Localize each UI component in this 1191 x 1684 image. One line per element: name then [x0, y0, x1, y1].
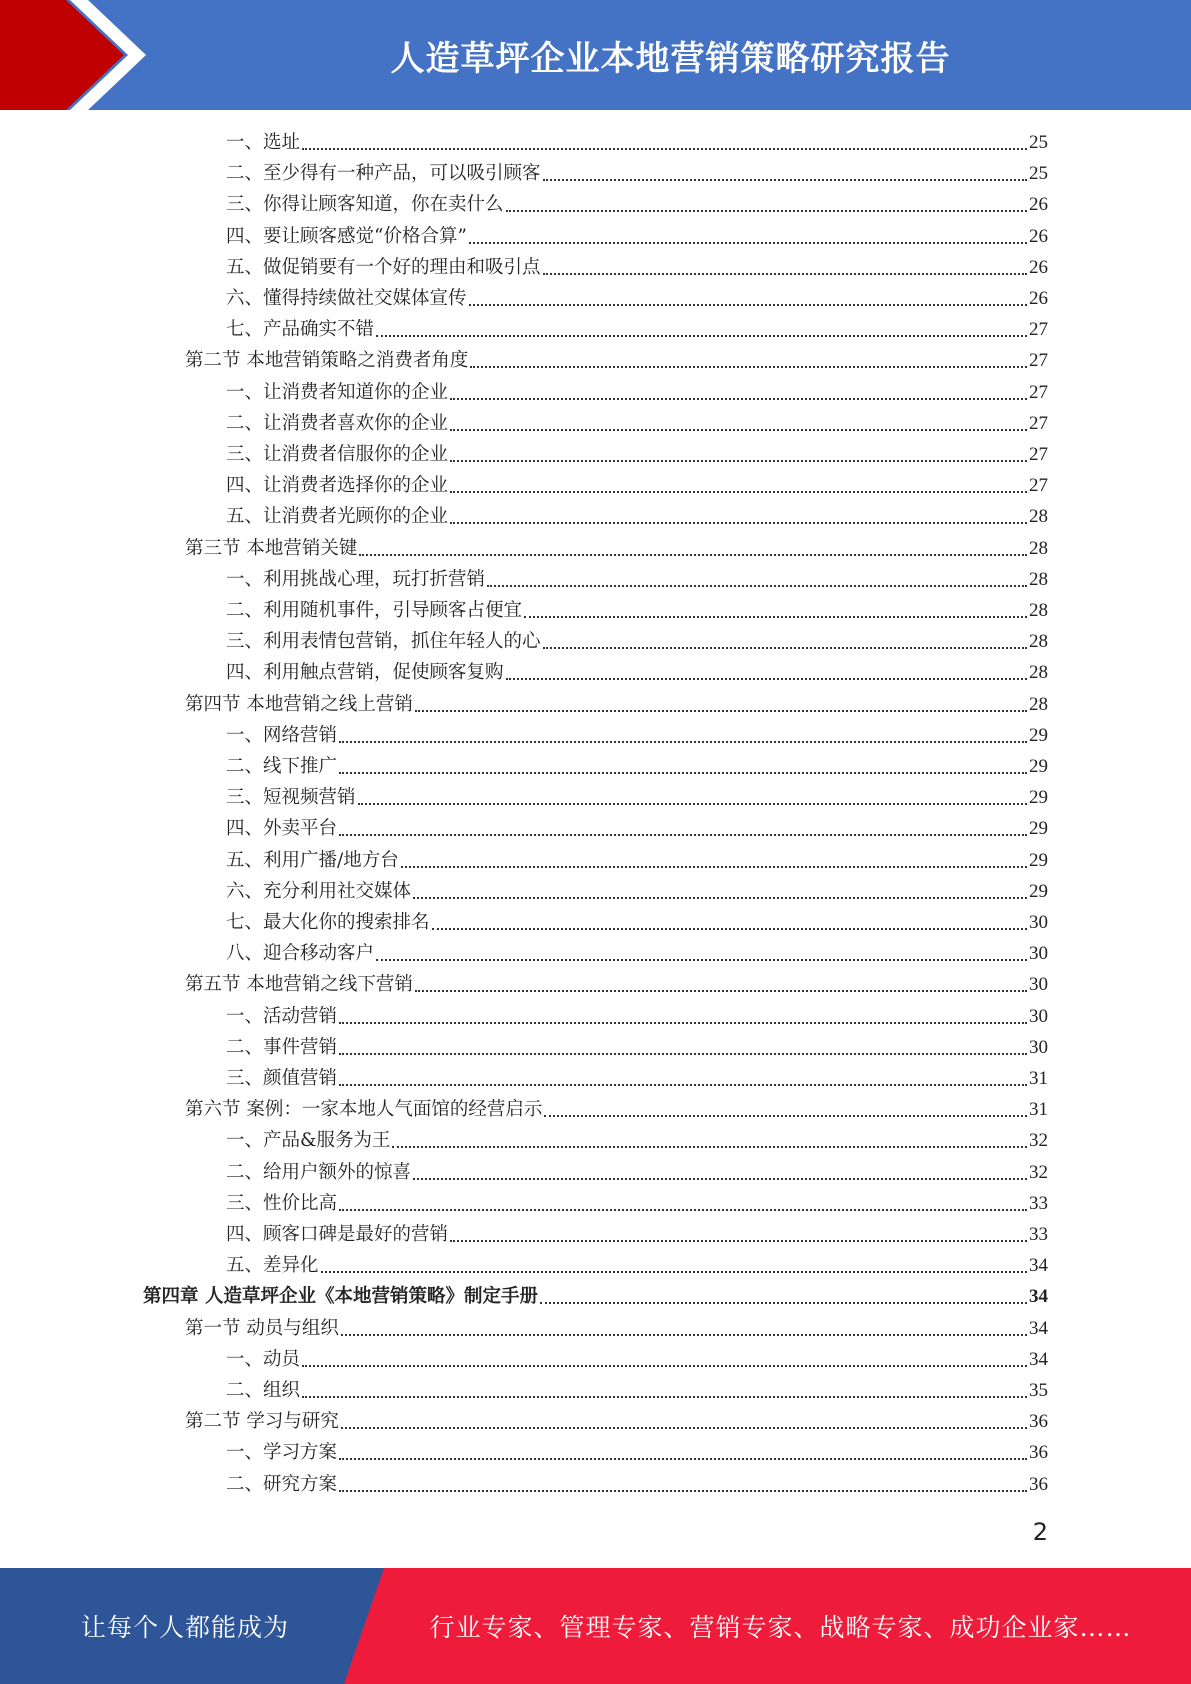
toc-dot-leader	[413, 897, 1027, 899]
toc-dot-leader	[450, 491, 1027, 493]
toc-entry[interactable]	[226, 938, 1048, 969]
toc-entry[interactable]	[226, 845, 1048, 876]
toc-entry-page: 33	[1029, 1192, 1048, 1214]
toc-dot-leader	[543, 647, 1027, 649]
toc-entry-title: 二、线下推广	[226, 756, 338, 777]
toc-entry-title: 五、做促销要有一个好的理由和吸引点	[226, 256, 541, 278]
toc-entry[interactable]	[226, 1063, 1048, 1094]
toc-dot-leader	[450, 429, 1027, 431]
toc-dot-leader	[450, 522, 1027, 524]
toc-dot-leader	[339, 1022, 1027, 1024]
toc-dot-leader	[321, 1271, 1027, 1273]
toc-dot-leader	[432, 928, 1027, 930]
toc-entry-title: 七、最大化你的搜索排名	[226, 912, 430, 933]
toc-entry-page: 28	[1029, 506, 1048, 528]
toc-dot-leader	[524, 616, 1027, 618]
toc-entry-page: 28	[1029, 537, 1048, 559]
toc-dot-leader	[339, 1458, 1027, 1460]
toc-entry[interactable]	[226, 158, 1048, 189]
toc-entry-title: 五、利用广播/地方台	[226, 849, 399, 871]
footer-slogan-right: 行业专家、管理专家、营销专家、战略专家、成功企业家……	[429, 1613, 1132, 1642]
toc-entry-title: 一、动员	[226, 1348, 301, 1370]
toc-entry-page: 36	[1029, 1411, 1048, 1433]
toc-entry[interactable]	[226, 782, 1048, 813]
toc-entry[interactable]	[226, 813, 1048, 844]
toc-dot-leader	[339, 741, 1027, 743]
toc-entry-title: 三、颜值营销	[226, 1068, 338, 1089]
toc-entry-page: 26	[1029, 225, 1048, 247]
toc-entry-title: 五、让消费者光顾你的企业	[226, 506, 449, 528]
toc-entry[interactable]	[185, 1094, 1048, 1125]
toc-entry-page: 25	[1029, 132, 1048, 153]
toc-entry-title: 六、充分利用社交媒体	[226, 880, 412, 902]
toc-entry-title: 一、活动营销	[226, 1005, 338, 1027]
toc-entry-title: 二、组织	[226, 1380, 301, 1401]
toc-entry-title: 二、利用随机事件，引导顾客占便宜	[226, 600, 523, 621]
toc-dot-leader	[392, 1146, 1027, 1148]
header-arrow-decoration	[0, 0, 160, 110]
toc-entry-title: 二、给用户额外的惊喜	[226, 1161, 412, 1183]
toc-entry-title: 三、让消费者信服你的企业	[226, 444, 449, 465]
toc-entry-page: 28	[1029, 662, 1048, 684]
toc-entry[interactable]	[185, 1313, 1048, 1344]
footer-slogan-left: 让每个人都能成为	[80, 1613, 289, 1642]
toc-entry-page: 28	[1029, 600, 1048, 621]
toc-entry-title: 第三节 本地营销关键	[185, 537, 358, 559]
toc-dot-leader	[450, 460, 1027, 462]
toc-dot-leader	[339, 834, 1027, 836]
toc-entry[interactable]	[226, 1469, 1048, 1500]
toc-entry[interactable]	[185, 533, 1048, 564]
toc-entry-page: 27	[1029, 319, 1048, 341]
toc-dot-leader	[415, 990, 1027, 992]
page-footer	[0, 1568, 1191, 1684]
toc-entry[interactable]	[226, 189, 1048, 220]
toc-entry-page: 30	[1029, 974, 1048, 996]
toc-entry-title: 二、研究方案	[226, 1473, 338, 1495]
toc-entry[interactable]	[226, 1344, 1048, 1375]
toc-entry[interactable]	[226, 720, 1048, 751]
page-number: 2	[1032, 1518, 1048, 1546]
toc-entry[interactable]	[226, 470, 1048, 501]
toc-entry[interactable]	[226, 595, 1048, 626]
toc-entry-page: 34	[1029, 1317, 1048, 1339]
toc-entry[interactable]	[226, 283, 1048, 314]
toc-entry-page: 34	[1029, 1286, 1048, 1308]
toc-dot-leader	[450, 398, 1027, 400]
toc-entry-title: 第四节 本地营销之线上营销	[185, 693, 413, 715]
toc-entry-page: 29	[1029, 818, 1048, 840]
toc-entry-title: 第四章 人造草坪企业《本地营销策略》制定手册	[143, 1286, 538, 1308]
toc-dot-leader	[341, 1334, 1027, 1336]
toc-entry-title: 二、事件营销	[226, 1036, 338, 1058]
toc-entry-title: 一、网络营销	[226, 724, 338, 746]
toc-entry[interactable]	[226, 439, 1048, 470]
page-header	[0, 0, 1191, 110]
toc-dot-leader	[339, 1053, 1027, 1055]
toc-entry-title: 三、你得让顾客知道，你在卖什么	[226, 194, 504, 216]
toc-entry-title: 第二节 本地营销策略之消费者角度	[185, 350, 469, 372]
toc-dot-leader	[470, 366, 1027, 368]
toc-entry[interactable]	[185, 689, 1048, 720]
toc-entry[interactable]	[226, 907, 1048, 938]
toc-entry[interactable]	[226, 501, 1048, 532]
toc-entry-page: 28	[1029, 693, 1048, 715]
toc-entry[interactable]	[226, 1032, 1048, 1063]
toc-entry-title: 四、要让顾客感觉“价格合算”	[226, 225, 467, 247]
toc-dot-leader	[450, 1240, 1027, 1242]
toc-entry[interactable]	[226, 1157, 1048, 1188]
document-title: 人造草坪企业本地营销策略研究报告	[390, 38, 951, 79]
toc-entry-page: 27	[1029, 444, 1048, 465]
toc-entry-title: 四、外卖平台	[226, 818, 338, 840]
toc-dot-leader	[506, 210, 1027, 212]
toc-entry-page: 26	[1029, 256, 1048, 278]
toc-entry-title: 第六节 案例：一家本地人气面馆的经营启示	[185, 1099, 543, 1121]
toc-dot-leader	[506, 678, 1027, 680]
toc-entry-title: 一、选址	[226, 132, 301, 153]
toc-dot-leader	[339, 1209, 1027, 1211]
toc-dot-leader	[469, 242, 1027, 244]
toc-entry-title: 第五节 本地营销之线下营销	[185, 974, 413, 996]
toc-entry-page: 26	[1029, 194, 1048, 216]
toc-entry-page: 29	[1029, 787, 1048, 809]
toc-entry-title: 五、差异化	[226, 1255, 319, 1277]
toc-entry-title: 三、短视频营销	[226, 787, 356, 809]
toc-entry-title: 八、迎合移动客户	[226, 943, 375, 965]
toc-entry-page: 27	[1029, 381, 1048, 403]
toc-dot-leader	[413, 1178, 1027, 1180]
toc-entry[interactable]	[226, 314, 1048, 345]
toc-entry[interactable]	[226, 1375, 1048, 1406]
toc-entry-page: 27	[1029, 350, 1048, 372]
toc-dot-leader	[359, 554, 1027, 556]
toc-entry-page: 33	[1029, 1224, 1048, 1245]
toc-entry-title: 三、性价比高	[226, 1192, 338, 1214]
toc-entry[interactable]	[185, 969, 1048, 1000]
toc-entry-page: 35	[1029, 1380, 1048, 1401]
toc-entry[interactable]	[226, 127, 1048, 158]
toc-entry[interactable]	[226, 1125, 1048, 1156]
toc-entry-page: 30	[1029, 1036, 1048, 1058]
toc-dot-leader	[540, 1302, 1027, 1304]
toc-entry[interactable]	[226, 657, 1048, 688]
toc-entry-title: 二、让消费者喜欢你的企业	[226, 412, 449, 434]
toc-entry-page: 28	[1029, 568, 1048, 590]
toc-dot-leader	[543, 179, 1027, 181]
toc-entry[interactable]	[226, 1001, 1048, 1032]
toc-dot-leader	[376, 959, 1027, 961]
toc-entry[interactable]	[226, 751, 1048, 782]
toc-entry-title: 七、产品确实不错	[226, 319, 375, 341]
toc-dot-leader	[376, 335, 1027, 337]
toc-entry-page: 29	[1029, 849, 1048, 871]
toc-entry-page: 27	[1029, 475, 1048, 497]
toc-entry[interactable]	[226, 408, 1048, 439]
toc-entry-title: 一、产品&服务为王	[226, 1130, 391, 1152]
toc-entry-title: 一、学习方案	[226, 1442, 338, 1464]
toc-entry-page: 29	[1029, 724, 1048, 746]
toc-entry-page: 36	[1029, 1473, 1048, 1495]
toc-dot-leader	[339, 1490, 1027, 1492]
toc-dot-leader	[543, 273, 1027, 275]
toc-entry-title: 三、利用表情包营销，抓住年轻人的心	[226, 631, 541, 653]
toc-entry[interactable]	[226, 252, 1048, 283]
toc-entry[interactable]	[226, 1250, 1048, 1281]
toc-entry[interactable]	[226, 564, 1048, 595]
toc-entry-page: 26	[1029, 288, 1048, 309]
toc-entry[interactable]	[143, 1281, 1048, 1312]
toc-entry-page: 30	[1029, 943, 1048, 965]
toc-entry-page: 32	[1029, 1130, 1048, 1152]
toc-entry-title: 第二节 学习与研究	[185, 1411, 339, 1433]
toc-entry[interactable]	[226, 221, 1048, 252]
toc-entry-page: 34	[1029, 1348, 1048, 1370]
toc-dot-leader	[339, 772, 1027, 774]
toc-entry-title: 一、利用挑战心理，玩打折营销	[226, 568, 486, 590]
toc-entry-page: 36	[1029, 1442, 1048, 1464]
toc-entry[interactable]	[226, 626, 1048, 657]
toc-entry[interactable]	[226, 876, 1048, 907]
toc-entry-page: 30	[1029, 912, 1048, 933]
toc-entry-title: 四、让消费者选择你的企业	[226, 475, 449, 497]
toc-dot-leader	[339, 1084, 1027, 1086]
toc-dot-leader	[415, 710, 1027, 712]
toc-entry-page: 29	[1029, 756, 1048, 777]
toc-entry-page: 34	[1029, 1255, 1048, 1277]
toc-entry-page: 29	[1029, 880, 1048, 902]
toc-entry[interactable]	[226, 1219, 1048, 1250]
toc-entry-title: 第一节 动员与组织	[185, 1317, 339, 1339]
toc-entry-title: 四、利用触点营销，促使顾客复购	[226, 662, 504, 684]
toc-entry-page: 28	[1029, 631, 1048, 653]
toc-entry-title: 一、让消费者知道你的企业	[226, 381, 449, 403]
toc-entry-title: 四、顾客口碑是最好的营销	[226, 1224, 449, 1245]
toc-entry-title: 二、至少得有一种产品，可以吸引顾客	[226, 163, 541, 185]
toc-entry-page: 32	[1029, 1161, 1048, 1183]
toc-dot-leader	[341, 1427, 1027, 1429]
toc-dot-leader	[401, 866, 1027, 868]
toc-dot-leader	[544, 1115, 1027, 1117]
toc-dot-leader	[469, 304, 1027, 306]
toc-entry[interactable]	[185, 345, 1048, 376]
toc-entry[interactable]	[226, 1437, 1048, 1468]
toc-dot-leader	[302, 148, 1027, 150]
toc-entry-page: 30	[1029, 1005, 1048, 1027]
toc-entry-page: 25	[1029, 163, 1048, 185]
toc-entry-page: 27	[1029, 412, 1048, 434]
toc-dot-leader	[302, 1365, 1027, 1367]
toc-entry-page: 31	[1029, 1099, 1048, 1121]
toc-entry[interactable]	[226, 377, 1048, 408]
toc-dot-leader	[358, 803, 1027, 805]
toc-entry[interactable]	[185, 1406, 1048, 1437]
toc-entry[interactable]	[226, 1188, 1048, 1219]
toc-dot-leader	[487, 585, 1027, 587]
toc-dot-leader	[302, 1396, 1027, 1398]
toc-entry-title: 六、懂得持续做社交媒体宣传	[226, 288, 467, 309]
toc-entry-page: 31	[1029, 1068, 1048, 1089]
